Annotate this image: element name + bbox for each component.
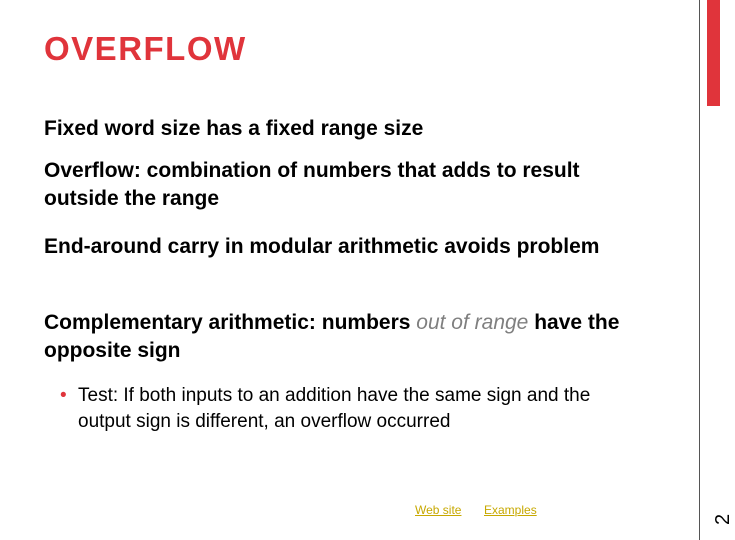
slide-number: 2 [712, 513, 734, 525]
slide-title: OVERFLOW [44, 30, 247, 67]
bullet-fixed-word-size: Fixed word size has a fixed range size [44, 117, 424, 140]
bullet-dot-icon: • [60, 385, 67, 406]
bullet-complementary-arithmetic [44, 309, 644, 365]
bullet-end-around-carry: End-around carry in modular arithmetic avoids problem [44, 235, 600, 258]
accent-bar [707, 0, 720, 106]
examples-link[interactable]: Examples [484, 503, 537, 517]
bullet-prefix-text: Complementary arithmetic: numbers [44, 311, 417, 334]
sub-bullet-text: Test: If both inputs to an addition have the same sign and the output sign is different, an overflow occurred [78, 385, 591, 432]
bullet-suffix-text: have the opposite sign [44, 311, 620, 362]
bullet-overflow-definition: Overflow: combination of numbers that adds to result outside the range [44, 159, 580, 210]
vertical-divider [699, 0, 700, 540]
emphasized-text: out of range [416, 311, 529, 334]
sub-bullet-overflow-test [60, 383, 623, 435]
web-site-link[interactable]: Web site [415, 503, 462, 517]
